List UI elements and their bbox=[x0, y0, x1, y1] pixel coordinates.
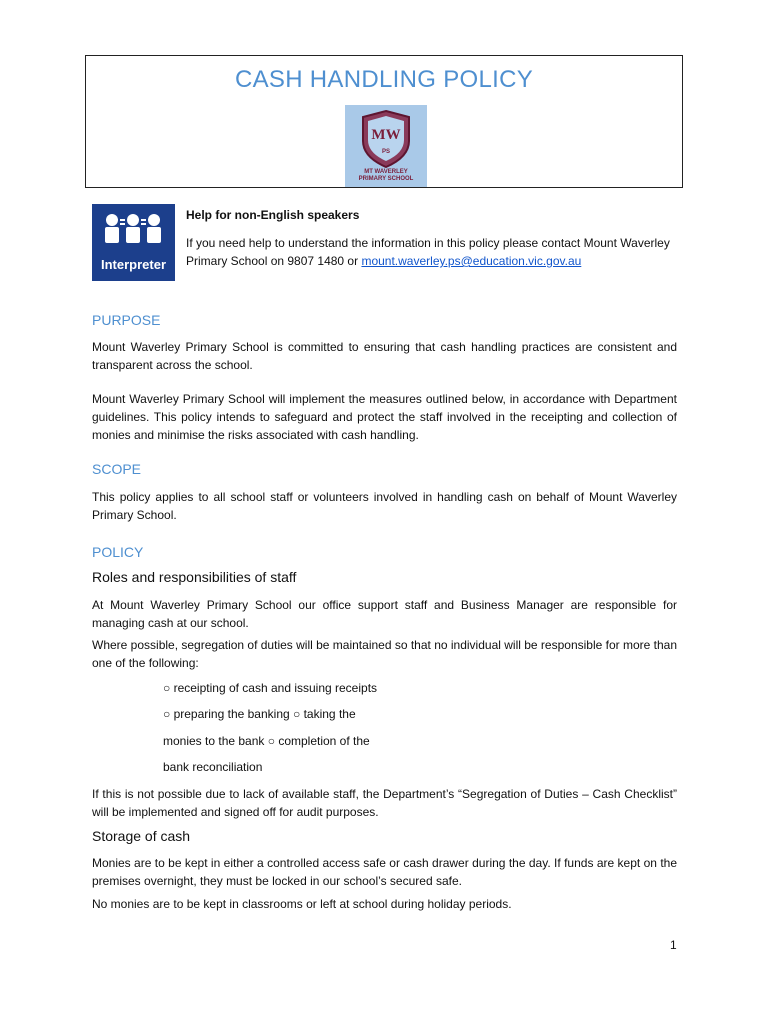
scope-heading: SCOPE bbox=[92, 461, 142, 477]
page-title: CASH HANDLING POLICY bbox=[234, 66, 534, 93]
roles-para3: If this is not possible due to lack of available staff, the Department’s “Segregation of Duties – Cash Checklist” will be implemented and signed off for audit purposes. bbox=[92, 787, 677, 819]
school-logo bbox=[345, 105, 427, 187]
purpose-para1: Mount Waverley Primary School is committed to ensuring that cash handling practices are consistent and transparent across the school. bbox=[92, 340, 677, 372]
list-line-4: bank reconciliation bbox=[163, 760, 263, 774]
title-box bbox=[85, 55, 683, 188]
logo-caption bbox=[345, 169, 427, 183]
interpreter-people-icon bbox=[92, 204, 175, 254]
page-number: 1 bbox=[670, 938, 677, 952]
list-line-1: ○ receipting of cash and issuing receipts bbox=[163, 681, 378, 695]
interpreter-email-link[interactable]: mount.waverley.ps@education.vic.gov.au bbox=[361, 254, 582, 268]
interpreter-icon bbox=[92, 204, 175, 281]
logo-text-line2: PRIMARY SCHOOL bbox=[358, 176, 414, 182]
purpose-heading: PURPOSE bbox=[92, 312, 161, 328]
roles-para1: At Mount Waverley Primary School our office support staff and Business Manager are responsible for managing cash at our school. bbox=[92, 598, 677, 630]
purpose-para2: Mount Waverley Primary School will implement the measures outlined below, in accordance with Department guidelines. This policy intends to safeguard and protect the staff involved in the receipting and collection of monies and minimise the risks associated with cash handling. bbox=[92, 392, 677, 442]
storage-para2: No monies are to be kept in classrooms or left at school during holiday periods. bbox=[92, 897, 512, 911]
interpreter-heading: Help for non-English speakers bbox=[186, 208, 360, 222]
storage-heading: Storage of cash bbox=[92, 828, 191, 844]
roles-para2: Where possible, segregation of duties will be maintained so that no individual will be responsible for more than one of the following: bbox=[92, 638, 677, 670]
logo-monogram: MW bbox=[371, 127, 401, 143]
policy-heading: POLICY bbox=[92, 544, 144, 560]
list-line-3: monies to the bank ○ completion of the bbox=[163, 734, 370, 748]
interpreter-text bbox=[186, 234, 678, 270]
roles-heading: Roles and responsibilities of staff bbox=[92, 569, 297, 585]
logo-ps: PS bbox=[381, 149, 391, 155]
storage-para1: Monies are to be kept in either a controlled access safe or cash drawer during the day. If funds are kept on the premises overnight, they must be locked in our school’s secured safe. bbox=[92, 856, 677, 888]
scope-para1: This policy applies to all school staff or volunteers involved in handling cash on behalf of Mount Waverley Primary School. bbox=[92, 490, 677, 522]
interpreter-label: Interpreter bbox=[100, 257, 167, 272]
interpreter-text-body: If you need help to understand the information in this policy please contact Mount Waverley Primary School on 9807 1480 or bbox=[186, 236, 670, 268]
logo-text-line1: MT WAVERLEY bbox=[364, 169, 408, 175]
list-line-2: ○ preparing the banking ○ taking the bbox=[163, 707, 356, 721]
